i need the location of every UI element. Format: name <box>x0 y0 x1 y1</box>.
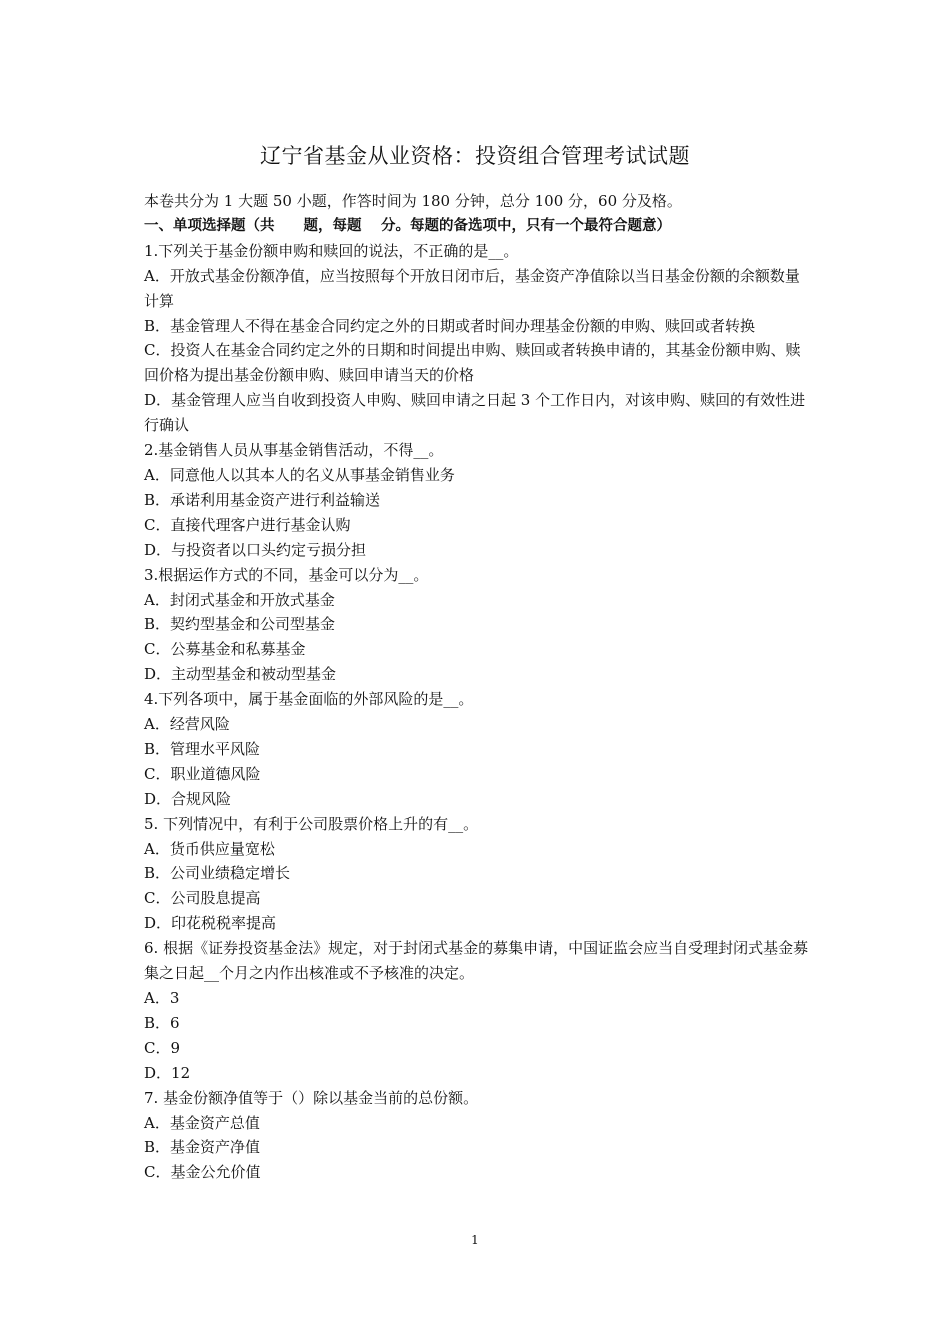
answer-option: A．同意他人以其本人的名义从事基金销售业务 <box>144 465 455 484</box>
answer-option: C．职业道德风险 <box>144 764 261 783</box>
page-title: 辽宁省基金从业资格：投资组合管理考试试题 <box>260 144 690 168</box>
answer-option: B．公司业绩稳定增长 <box>144 864 291 883</box>
question-stem: 7. 基金份额净值等于（）除以基金当前的总份额。 <box>144 1088 479 1107</box>
answer-option: C．9 <box>144 1038 181 1057</box>
document-body <box>144 189 812 1185</box>
answer-option: A．货币供应量宽松 <box>144 839 275 858</box>
answer-option: B．承诺利用基金资产进行利益输送 <box>144 490 381 509</box>
section-heading: 一、单项选择题（共 题，每题 分。每题的备选项中，只有一个最符合题意） <box>144 217 672 234</box>
answer-option: A．封闭式基金和开放式基金 <box>144 590 335 609</box>
question-stem: 6. 根据《证券投资基金法》规定，对于封闭式基金的募集申请，中国证监会应当自受理封闭式基金募集之日起__个月之内作出核准或不予核准的决定。 <box>144 939 809 983</box>
page-number: 1 <box>471 1233 479 1247</box>
question-stem: 4.下列各项中，属于基金面临的外部风险的是__。 <box>144 690 474 709</box>
answer-option: C．公募基金和私募基金 <box>144 640 306 659</box>
intro-text: 本卷共分为 1 大题 50 小题，作答时间为 180 分钟，总分 100 分，60 分及格。 <box>144 192 682 210</box>
answer-option: D．合规风险 <box>144 789 232 808</box>
answer-option: B．契约型基金和公司型基金 <box>144 615 336 634</box>
answer-option: C．基金公允价值 <box>144 1163 261 1182</box>
question-list <box>144 239 812 1185</box>
answer-option: B．基金管理人不得在基金合同约定之外的日期或者时间办理基金份额的申购、赎回或者转换 <box>144 316 756 335</box>
answer-option: A．开放式基金份额净值，应当按照每个开放日闭市后，基金资产净值除以当日基金份额的余额数量计算 <box>144 266 800 310</box>
answer-option: A．经营风险 <box>144 715 230 734</box>
answer-option: D．印花税税率提高 <box>144 914 277 933</box>
answer-option: C．投资人在基金合同约定之外的日期和时间提出申购、赎回或者转换申请的，其基金份额申购、赎回价格为提出基金份额申购、赎回申请当天的价格 <box>144 341 801 385</box>
answer-option: B．基金资产净值 <box>144 1138 261 1157</box>
answer-option: A．基金资产总值 <box>144 1113 260 1132</box>
answer-option: C．公司股息提高 <box>144 889 261 908</box>
question-stem: 1.下列关于基金份额申购和赎回的说法，不正确的是__。 <box>144 241 519 260</box>
answer-option: B．6 <box>144 1013 180 1032</box>
answer-option: D．主动型基金和被动型基金 <box>144 665 337 684</box>
answer-option: B．管理水平风险 <box>144 739 261 758</box>
answer-option: D．12 <box>144 1063 191 1082</box>
question-stem: 5. 下列情况中，有利于公司股票价格上升的有__。 <box>144 814 479 833</box>
question-stem: 3.根据运作方式的不同，基金可以分为__。 <box>144 565 429 584</box>
answer-option: C．直接代理客户进行基金认购 <box>144 515 351 534</box>
question-stem: 2.基金销售人员从事基金销售活动，不得__。 <box>144 441 444 460</box>
answer-option: D．与投资者以口头约定亏损分担 <box>144 540 367 559</box>
answer-option: D．基金管理人应当自收到投资人申购、赎回申请之日起 3 个工作日内，对该申购、赎回的有效性进行确认 <box>144 391 806 435</box>
answer-option: A．3 <box>144 989 180 1007</box>
